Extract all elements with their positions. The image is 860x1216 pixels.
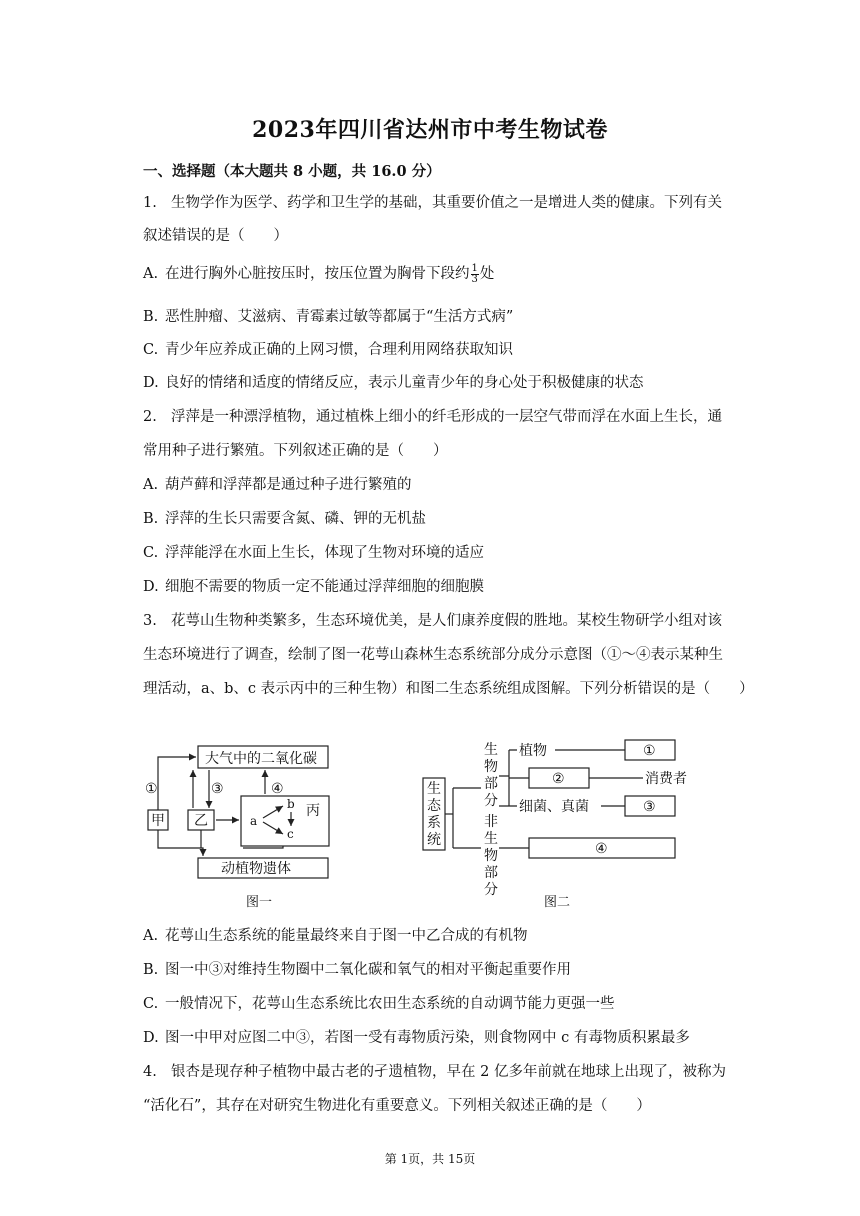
biotic-char: 物: [484, 759, 498, 775]
abiotic-char: 部: [484, 865, 498, 881]
process-4-label: ④: [271, 781, 284, 797]
option-b: [143, 507, 426, 528]
option-c: [143, 541, 484, 562]
ecosystem-char: 态: [427, 798, 441, 814]
option-text: 图一中③对维持生物圈中二氧化碳和氧气的相对平衡起重要作用: [165, 962, 571, 978]
option-key: C.: [143, 996, 159, 1012]
option-key: C.: [143, 342, 159, 358]
option-text: 浮萍的生长只需要含氮、磷、钾的无机盐: [165, 511, 426, 527]
question-text: 花萼山生物种类繁多，生态环境优美，是人们康养度假的胜地。某校生物研学小组对该: [171, 613, 722, 629]
option-d: [143, 371, 644, 392]
option-key: A.: [143, 477, 159, 493]
option-key: A.: [143, 266, 159, 282]
box-2-label: ②: [552, 771, 565, 787]
box-4-label: ④: [595, 841, 608, 857]
a-label: a: [250, 814, 258, 828]
question-4-stem: [143, 1060, 726, 1081]
option-d: [143, 1026, 690, 1047]
question-2-stem: [143, 405, 722, 426]
figure-2-labels: [427, 741, 687, 910]
arrow-jia-remains: [158, 830, 203, 856]
remains-label: 动植物遗体: [221, 861, 291, 877]
option-text: 花萼山生态系统的能量最终来自于图一中乙合成的有机物: [165, 928, 528, 944]
option-text: 浮萍能浮在水面上生长，体现了生物对环境的适应: [165, 545, 484, 561]
question-text: 浮萍是一种漂浮植物，通过植株上细小的纤毛形成的一层空气带而浮在水面上生长，通: [171, 409, 722, 425]
question-number: 1.: [143, 195, 157, 211]
figure-1-caption: 图一: [246, 895, 273, 910]
question-3-stem: [143, 609, 722, 630]
c-label: c: [287, 827, 294, 841]
option-key: C.: [143, 545, 159, 561]
question-3-stem-cont: 生态环境进行了调查，绘制了图一花萼山森林生态系统部分成分示意图（①～④表示某种生: [143, 647, 723, 663]
option-text: 葫芦藓和浮萍都是通过种子进行繁殖的: [165, 477, 412, 493]
arrow-jia-co2: [158, 757, 196, 810]
figure-2-caption: 图二: [544, 895, 571, 910]
arrow-a-b: [263, 806, 283, 818]
box-3-label: ③: [643, 799, 656, 815]
option-key: D.: [143, 1030, 159, 1046]
question-number: 3.: [143, 613, 157, 629]
arrow-a-c: [263, 822, 283, 834]
option-c: [143, 992, 615, 1013]
jia-label: 甲: [151, 813, 165, 829]
abiotic-char: 生: [484, 831, 498, 847]
option-b: [143, 305, 513, 326]
option-key: D.: [143, 579, 159, 595]
option-text-end: 处: [479, 266, 495, 282]
option-key: D.: [143, 375, 159, 391]
option-a: [143, 924, 528, 945]
bing-label: 丙: [306, 803, 320, 819]
option-key: B.: [143, 511, 159, 527]
section-heading: 一、选择题（本大题共 8 小题，共 16.0 分）: [143, 163, 441, 180]
figure-1-labels: [145, 750, 320, 910]
option-key: A.: [143, 928, 159, 944]
ecosystem-char: 生: [427, 781, 441, 797]
yi-label: 乙: [194, 813, 208, 829]
option-text: 青少年应养成正确的上网习惯，合理利用网络获取知识: [165, 342, 513, 358]
option-d: [143, 575, 484, 596]
question-1-stem: [143, 191, 722, 212]
b-label: b: [287, 797, 295, 811]
abiotic-char: 非: [484, 814, 498, 830]
biotic-bracket: [499, 750, 509, 806]
fraction-numerator: 1: [471, 262, 478, 274]
biotic-char: 分: [484, 793, 498, 809]
figure-svg: [143, 738, 723, 913]
option-a: [143, 473, 412, 494]
option-c: [143, 338, 513, 359]
option-key: B.: [143, 309, 159, 325]
page-footer: 第 1页，共 15页: [384, 1152, 476, 1166]
option-text: 在进行胸外心脏按压时，按压位置为胸骨下段约: [165, 266, 470, 282]
option-text: 图一中甲对应图二中③，若图一受有毒物质污染，则食物网中 c 有毒物质积累最多: [165, 1030, 690, 1046]
option-text: 一般情况下，花萼山生态系统比农田生态系统的自动调节能力更强一些: [165, 996, 615, 1012]
page-title: 2023年四川省达州市中考生物试卷: [252, 117, 608, 143]
question-text: 生物学作为医学、药学和卫生学的基础，其重要价值之一是增进人类的健康。下列有关: [171, 195, 722, 211]
process-1-label: ①: [145, 781, 158, 797]
biotic-char: 部: [484, 776, 498, 792]
option-text: 恶性肿瘤、艾滋病、青霉素过敏等都属于“生活方式病”: [165, 309, 514, 325]
question-3-stem-cont: 理活动，a、b、c 表示丙中的三种生物）和图二生态系统组成图解。下列分析错误的是（ ）: [143, 681, 754, 697]
fraction: [471, 264, 479, 285]
option-b: [143, 958, 571, 979]
ecosystem-char: 系: [427, 815, 441, 831]
abiotic-char: 分: [484, 882, 498, 898]
question-number: 2.: [143, 409, 157, 425]
question-2-stem-cont: 常用种子进行繁殖。下列叙述正确的是（ ）: [143, 443, 448, 459]
box-1-label: ①: [643, 743, 656, 759]
biotic-char: 生: [484, 742, 498, 758]
question-text: 银杏是现存种子植物中最古老的孑遗植物，早在 2 亿多年前就在地球上出现了，被称为: [171, 1064, 726, 1080]
process-3-label: ③: [211, 781, 224, 797]
question-number: 4.: [143, 1064, 157, 1080]
question-4-stem-cont: “活化石”，其存在对研究生物进化有重要意义。下列相关叙述正确的是（ ）: [143, 1098, 651, 1114]
consumers-label: 消费者: [645, 771, 687, 787]
abiotic-char: 物: [484, 848, 498, 864]
plants-label: 植物: [519, 743, 547, 759]
option-text: 良好的情绪和适度的情绪反应，表示儿童青少年的身心处于积极健康的状态: [165, 375, 644, 391]
fungi-label: 细菌、真菌: [519, 799, 589, 815]
figure-area: [143, 738, 723, 913]
question-1-stem-cont: 叙述错误的是（ ）: [143, 228, 288, 244]
co2-label: 大气中的二氧化碳: [205, 751, 317, 767]
option-key: B.: [143, 962, 159, 978]
option-a: [143, 262, 494, 285]
option-text: 细胞不需要的物质一定不能通过浮萍细胞的细胞膜: [165, 579, 484, 595]
ecosystem-char: 统: [427, 832, 441, 848]
fraction-denominator: 3: [471, 273, 478, 285]
